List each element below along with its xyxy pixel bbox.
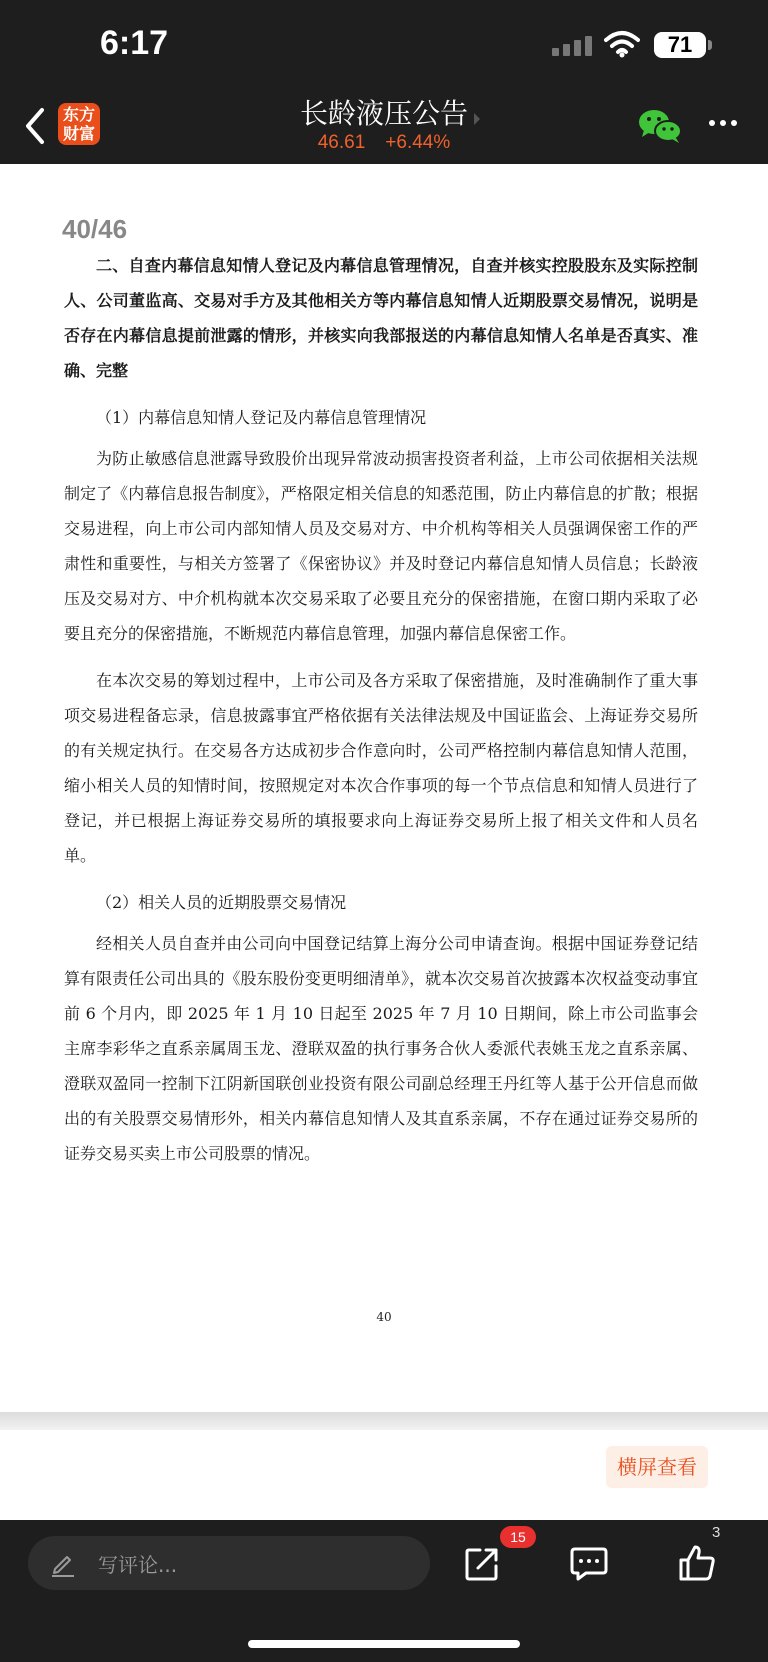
bottom-toolbar xyxy=(0,1520,768,1662)
home-indicator[interactable] xyxy=(248,1640,520,1648)
page-number: 40 xyxy=(376,1310,392,1324)
paragraph: 为防止敏感信息泄露导致股价出现异常波动损害投资者利益，上市公司依据相关法规制定了《内幕信息报告制度》，严格限定相关信息的知悉范围，防止内幕信息的扩散；根据交易进程，向上市公司内部知情人员及交易对方、中介机构等相关人员强调保密工作的严肃性和重要性，与相关方签署了《保密协议》并及时登记内幕信息知情人员信息；长龄液压及交易对方、中介机构就本次交易采取了必要且充分的保密措施，在窗口期内采取了必要且充分的保密措施，不断规范内幕信息管理，加强内幕信息保密工作。 xyxy=(64,449,698,643)
subheading: （2）相关人员的近期股票交易情况 xyxy=(96,893,347,912)
logo-line2: 财富 xyxy=(62,124,95,143)
paragraph: 在本次交易的筹划过程中，上市公司及各方采取了保密措施，及时准确制作了重大事项交易进程备忘录，信息披露事宜严格依据有关法律法规及中国证监会、上海证券交易所的有关规定执行。在交易各方达成初步合作意向时，公司严格控制内幕信息知情人范围，缩小相关人员的知情时间，按照规定对本次合作事项的每一个节点信息和知情人员进行了登记，并已根据上海证券交易所的填报要求向上海证券交易所上报了相关文件和人员名单。 xyxy=(64,671,698,865)
logo-line1: 东方 xyxy=(62,105,95,124)
battery-icon: 71 xyxy=(654,32,706,58)
signal-icon xyxy=(552,36,594,56)
landscape-view-button[interactable]: 横屏查看 xyxy=(606,1446,708,1488)
comment-icon[interactable] xyxy=(570,1546,608,1582)
page-divider xyxy=(0,1412,768,1430)
paragraph: 经相关人员自查并由公司向中国登记结算上海分公司申请查询。根据中国证券登记结算有限责任公司出具的《股东股份变更明细清单》，就本次交易首次披露本次权益变动事宜前 6 个月内，即 2025 年 1 月 10 日起至 2025 年 7 月 10 日期间，除上市公司监事会主席李彩华之直系亲属周玉龙、澄联双盈的执行事务合伙人委派代表姚玉龙之直系亲属、澄联双盈同一控制下江阴新国联创业投资有限公司副总经理王丹红等人基于公开信息而做出的有关股票交易情形外，相关内幕信息知情人及其直系亲属，不存在通过证券交易所的证券交易买卖上市公司股票的情况。 xyxy=(64,934,698,1163)
share-icon[interactable] xyxy=(464,1546,500,1582)
document-page[interactable] xyxy=(0,164,768,1412)
pen-icon xyxy=(50,1551,76,1577)
stock-change: +6.44% xyxy=(385,132,451,153)
wechat-icon[interactable] xyxy=(638,108,682,144)
share-count-badge: 15 xyxy=(500,1526,536,1548)
wifi-icon xyxy=(604,30,640,58)
like-icon[interactable] xyxy=(678,1544,716,1582)
stock-price: 46.61 xyxy=(317,132,366,153)
status-bar xyxy=(0,0,768,92)
document-body xyxy=(64,248,698,1183)
status-time: 6:17 xyxy=(100,24,169,62)
page-counter: 40/46 xyxy=(62,214,128,244)
comment-placeholder: 写评论... xyxy=(98,1553,178,1577)
like-count: 3 xyxy=(712,1524,721,1541)
more-icon[interactable] xyxy=(708,118,738,128)
comment-input[interactable] xyxy=(28,1536,430,1590)
section-heading: 二、自查内幕信息知情人登记及内幕信息管理情况，自查并核实控股股东及实际控制人、公司董监高、交易对手方及其他相关方等内幕信息知情人近期股票交易情况，说明是否存在内幕信息提前泄露的情形，并核实向我部报送的内幕信息知情人名单是否真实、准确、完整 xyxy=(64,256,698,380)
battery-tip xyxy=(708,40,712,50)
chevron-right-icon xyxy=(472,112,482,126)
landscape-panel xyxy=(0,1430,768,1520)
page-title[interactable]: 长龄液压公告 xyxy=(299,97,468,130)
nav-bar xyxy=(0,92,768,164)
subheading: （1）内幕信息知情人登记及内幕信息管理情况 xyxy=(96,408,427,427)
